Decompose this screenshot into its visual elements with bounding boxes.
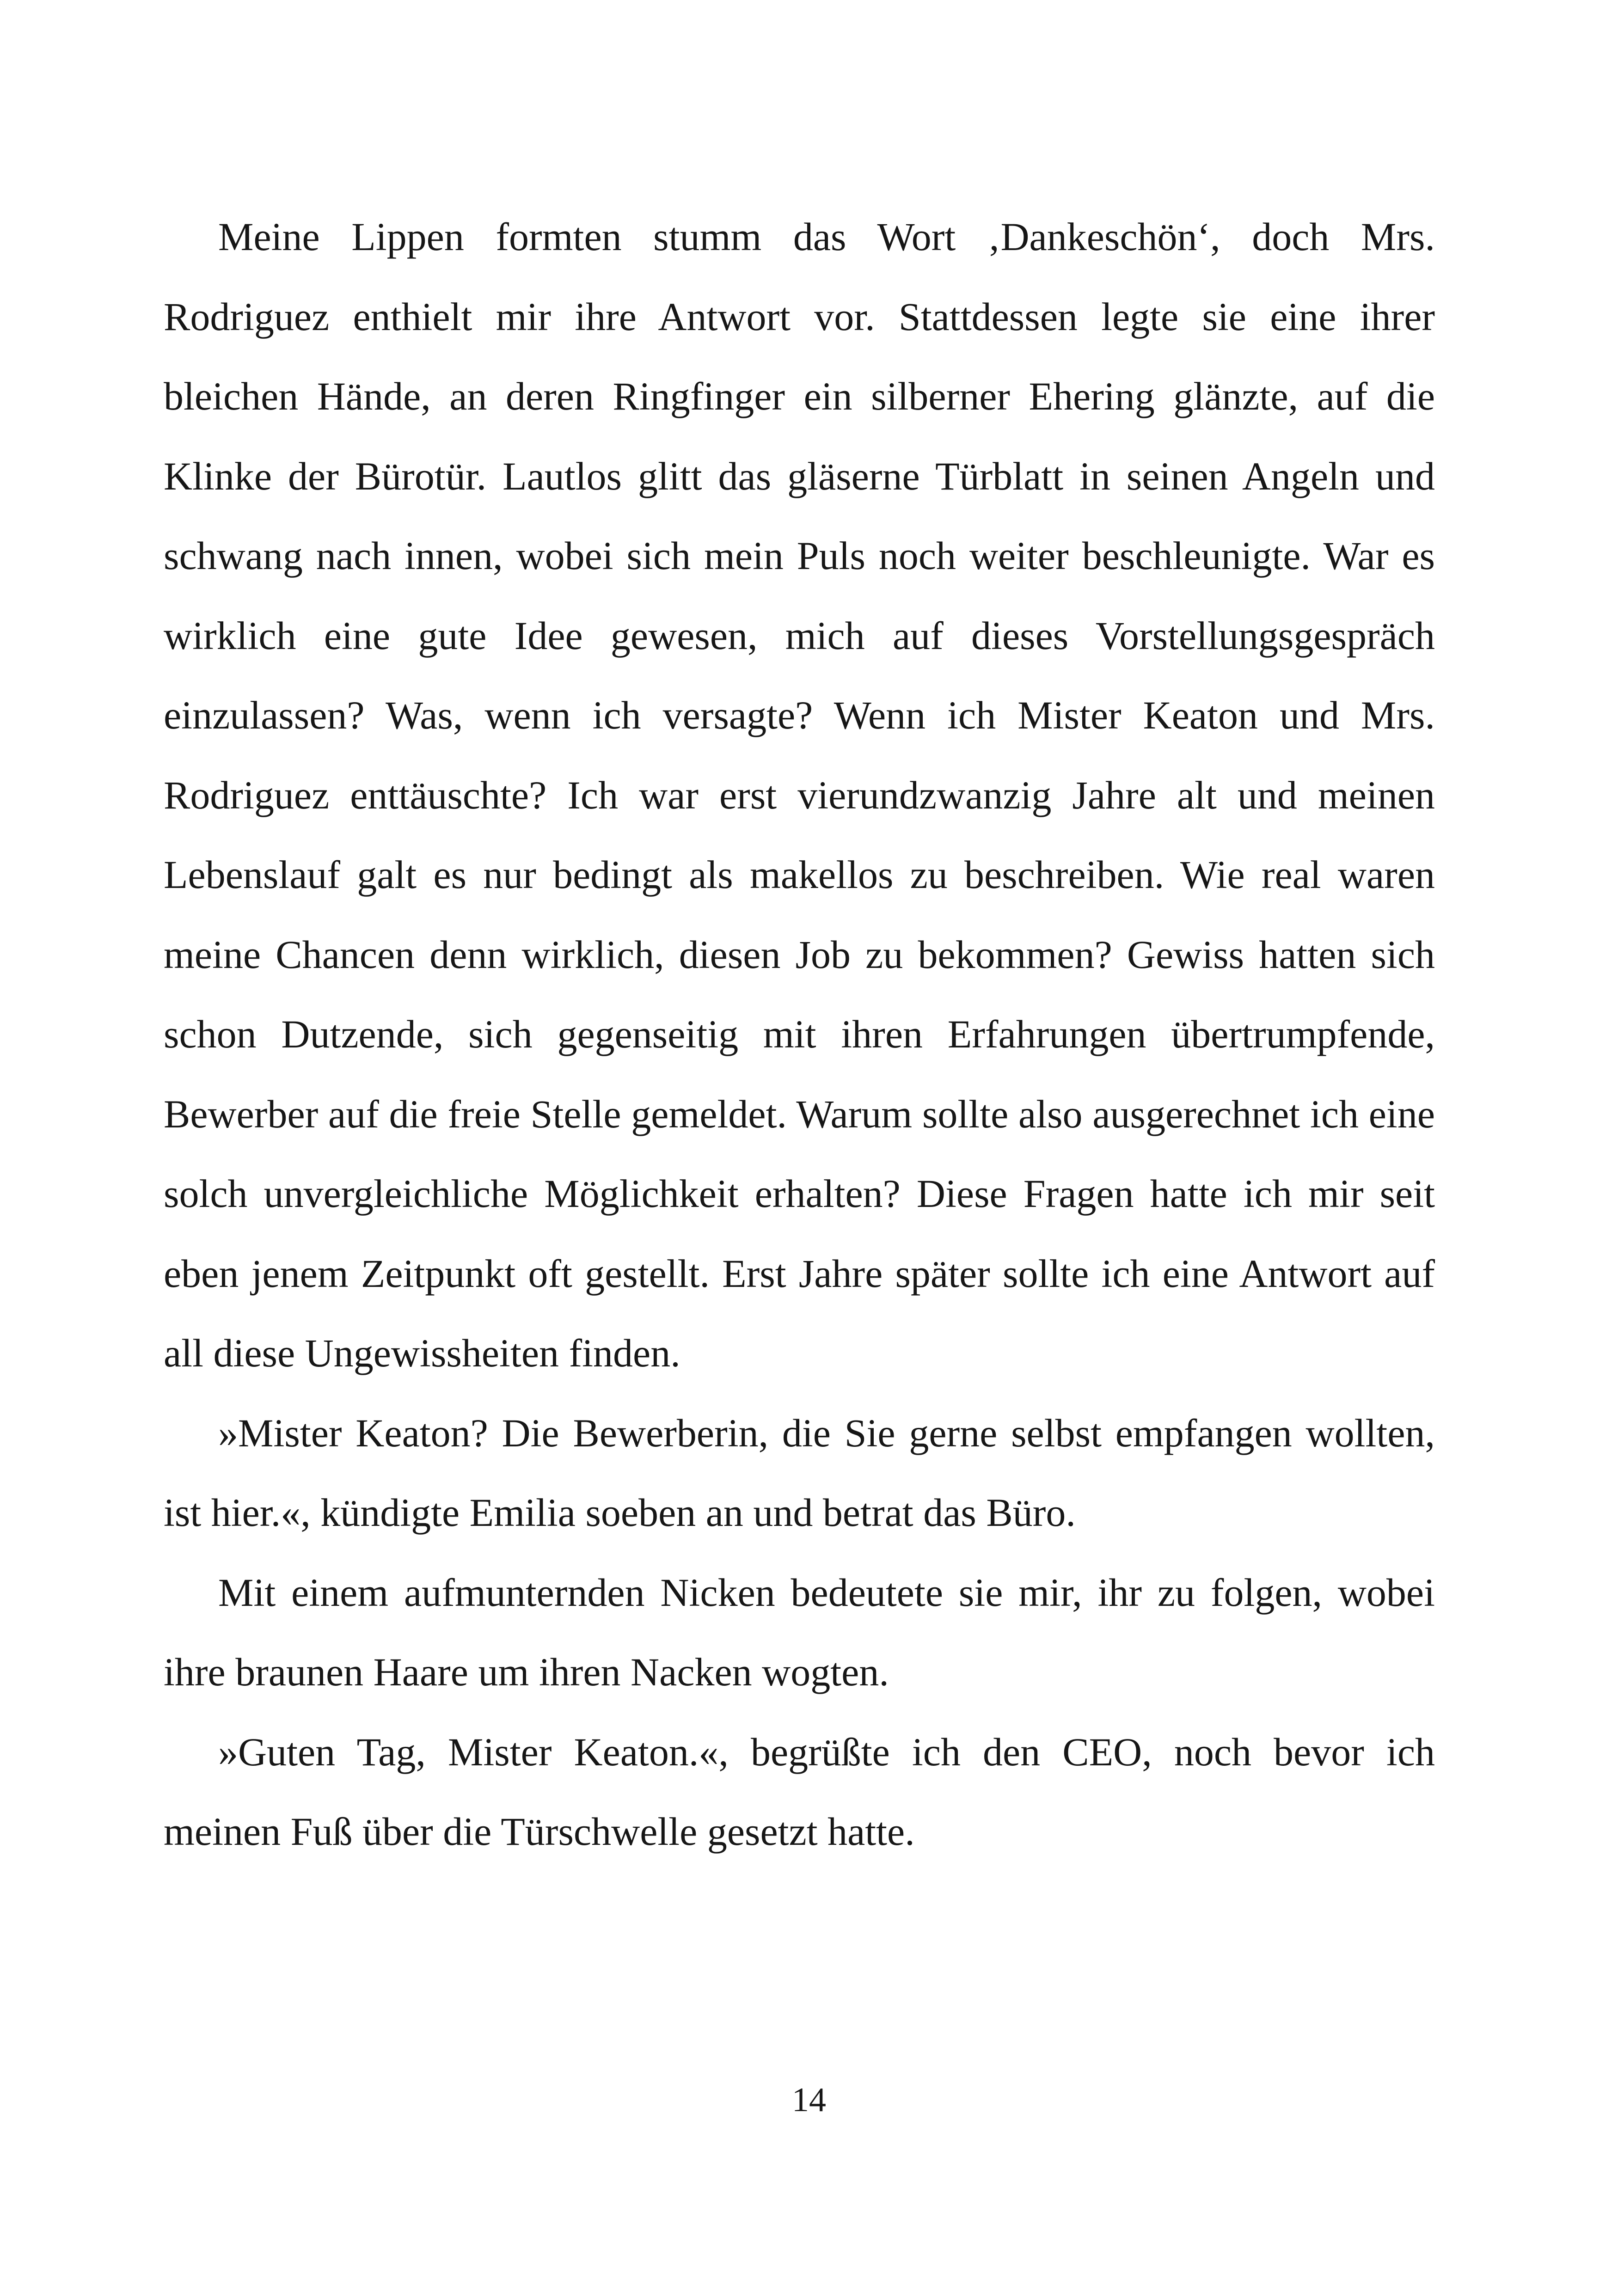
- paragraph-1: Meine Lippen formten stumm das Wort ‚Dankeschön‘, doch Mrs. Rodriguez enthielt mir ihre Antwort vor. Stattdessen legte sie eine ihrer bleichen Hände, an deren Ringfinger ein silberner Ehering glänzte, auf die Klinke der Bürotür. Lautlos glitt das gläserne Türblatt in seinen Angeln und schwang nach innen, wobei sich mein Puls noch weiter beschleunigte. War es wirklich eine gute Idee gewesen, mich auf dieses Vorstellungsgespräch einzulassen? Was, wenn ich versagte? Wenn ich Mister Keaton und Mrs. Rodriguez enttäuschte? Ich war erst vierundzwanzig Jahre alt und meinen Lebenslauf galt es nur bedingt als makellos zu beschreiben. Wie real waren meine Chancen denn wirklich, diesen Job zu bekommen? Gewiss hatten sich schon Dutzende, sich gegenseitig mit ihren Erfahrungen übertrumpfende, Bewerber auf die freie Stelle gemeldet. Warum sollte also ausgerechnet ich eine solch unvergleichliche Möglichkeit erhalten? Diese Fragen hatte ich mir seit eben jenem Zeitpunkt oft gestellt. Erst Jahre später sollte ich eine Antwort auf all diese Ungewissheiten finden.: [164, 214, 1435, 1375]
- paragraph-4: »Guten Tag, Mister Keaton.«, begrüßte ich den CEO, noch bevor ich meinen Fuß über die Türschwelle gesetzt hatte.: [164, 1729, 1435, 1854]
- page-number: 14: [792, 2081, 826, 2119]
- paragraph-2: »Mister Keaton? Die Bewerberin, die Sie gerne selbst empfangen wollten, ist hier.«, kündigte Emilia soeben an und betrat das Büro.: [164, 1410, 1435, 1535]
- body-text: [164, 197, 1435, 1872]
- paragraph-3: Mit einem aufmunternden Nicken bedeutete sie mir, ihr zu folgen, wobei ihre braunen Haare um ihren Nacken wogten.: [164, 1570, 1435, 1694]
